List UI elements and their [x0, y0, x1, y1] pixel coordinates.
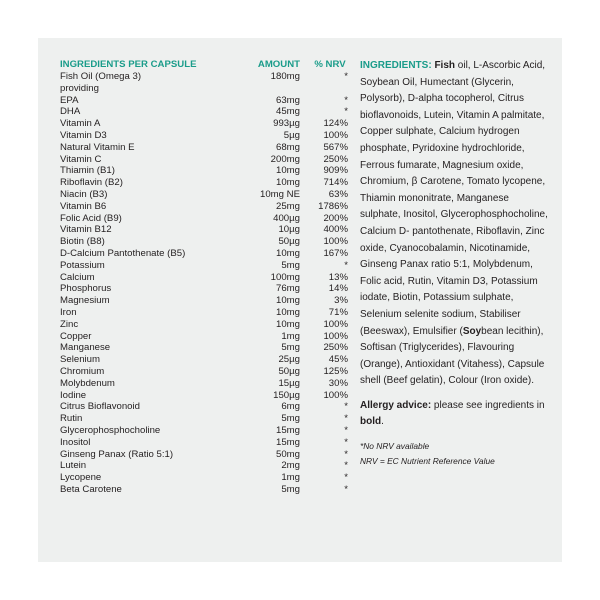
ingredient-name: Iron: [60, 306, 77, 318]
table-row: [60, 390, 354, 402]
ingredient-name: Glycerophosphocholine: [60, 424, 161, 436]
ingredient-name: Iodine: [60, 389, 87, 401]
table-row: [60, 437, 354, 449]
ingredient-amount: 1mg: [281, 472, 300, 484]
ingredients-label: INGREDIENTS:: [360, 60, 432, 71]
ingredient-name: Inositol: [60, 436, 91, 448]
ingredients-text-2: bean lecithin), Softisan (Triglycerides), Flavouring (Orange), Antioxidant (Vitahess), Capsule shell (Beef gelatin), Colour (Iron oxide).: [360, 325, 545, 387]
ingredient-name: Rutin: [60, 413, 83, 425]
ingredient-name: Calcium: [60, 271, 95, 283]
ingredient-name: Zinc: [60, 318, 79, 330]
allergy-end: .: [381, 416, 384, 428]
ingredient-name: Copper: [60, 330, 92, 342]
table-row: [60, 189, 354, 201]
ingredient-name: Lutein: [60, 460, 87, 472]
ingredient-nrv: *: [344, 460, 348, 472]
ingredient-nrv: 100%: [323, 236, 348, 248]
table-row: [60, 413, 354, 425]
ingredient-amount: 10mg: [276, 247, 300, 259]
ingredient-amount: 10mg: [276, 295, 300, 307]
ingredient-amount: 15µg: [278, 377, 300, 389]
ingredient-amount: 5mg: [281, 342, 300, 354]
ingredient-name: Magnesium: [60, 295, 110, 307]
ingredient-name: Citrus Bioflavonoid: [60, 401, 140, 413]
table-row: [60, 154, 354, 166]
spacer: [360, 431, 550, 439]
ingredient-name: Vitamin D3: [60, 129, 107, 141]
ingredient-name: Folic Acid (B9): [60, 212, 122, 224]
ingredient-name: Manganese: [60, 342, 111, 354]
ingredient-name: Biotin (B8): [60, 236, 105, 248]
header-ingredient: INGREDIENTS PER CAPSULE: [60, 59, 197, 70]
ingredient-amount: 15mg: [276, 424, 300, 436]
table-row: [60, 401, 354, 413]
ingredient-name: Lycopene: [60, 472, 102, 484]
ingredient-nrv: *: [344, 106, 348, 118]
ingredient-name: Vitamin C: [60, 153, 102, 165]
table-body: [60, 71, 354, 496]
table-row: [60, 319, 354, 331]
ingredient-nrv: 124%: [323, 118, 348, 130]
nutrition-table: [60, 58, 354, 496]
table-row: [60, 378, 354, 390]
ingredient-name: Beta Carotene: [60, 483, 122, 495]
ingredient-amount: 10mg: [276, 165, 300, 177]
ingredient-nrv: *: [344, 448, 348, 460]
ingredient-amount: 5µg: [283, 129, 300, 141]
ingredient-nrv: 400%: [323, 224, 348, 236]
table-row: [60, 83, 354, 95]
ingredient-nrv: 250%: [323, 153, 348, 165]
ingredient-nrv: 45%: [328, 354, 348, 366]
ingredient-nrv: 14%: [328, 283, 348, 295]
table-row: [60, 425, 354, 437]
ingredient-amount: 76mg: [276, 283, 300, 295]
allergy-text: please see ingredients in: [431, 399, 545, 411]
ingredient-amount: 1mg: [281, 330, 300, 342]
table-row: [60, 342, 354, 354]
ingredient-amount: 10mg: [276, 306, 300, 318]
ingredient-nrv: *: [344, 259, 348, 271]
table-row: [60, 295, 354, 307]
ingredient-amount: 25µg: [278, 354, 300, 366]
ingredients-paragraph: [360, 58, 550, 390]
ingredient-name: Chromium: [60, 365, 105, 377]
ingredient-nrv: 3%: [334, 295, 348, 307]
ingredient-name: Ginseng Panax (Ratio 5:1): [60, 448, 174, 460]
ingredient-nrv: 167%: [323, 247, 348, 259]
ingredient-amount: 993µg: [273, 118, 300, 130]
ingredient-amount: 10µg: [278, 224, 300, 236]
ingredient-name: EPA: [60, 94, 79, 106]
table-row: [60, 307, 354, 319]
allergy-bold-word: bold: [360, 416, 382, 428]
ingredient-nrv: 63%: [328, 188, 348, 200]
ingredient-amount: 10mg: [276, 318, 300, 330]
header-amount: AMOUNT: [257, 59, 300, 70]
table-header: [60, 58, 354, 71]
ingredient-nrv: 100%: [323, 389, 348, 401]
ingredient-amount: 10mg NE: [260, 188, 300, 200]
ingredient-nrv: 200%: [323, 212, 348, 224]
label-panel: [38, 38, 562, 562]
ingredient-amount: 10mg: [276, 177, 300, 189]
ingredient-amount: 100mg: [270, 271, 300, 283]
ingredient-amount: 50µg: [278, 365, 300, 377]
table-row: [60, 331, 354, 343]
ingredient-amount: 5mg: [281, 413, 300, 425]
ingredient-nrv: *: [344, 413, 348, 425]
table-row: [60, 283, 354, 295]
ingredient-name: Potassium: [60, 259, 105, 271]
ingredient-nrv: *: [344, 436, 348, 448]
header-nrv: % NRV: [314, 59, 346, 70]
ingredient-name: Fish Oil (Omega 3): [60, 71, 142, 82]
ingredient-amount: 15mg: [276, 436, 300, 448]
spacer: [360, 390, 550, 398]
ingredient-nrv: *: [344, 71, 348, 82]
ingredient-amount: 400µg: [273, 212, 300, 224]
allergy-label: Allergy advice:: [360, 399, 432, 411]
table-row: [60, 248, 354, 260]
no-nrv-note: *No NRV available: [360, 441, 430, 452]
ingredient-amount: 6mg: [281, 401, 300, 413]
table-row: [60, 106, 354, 118]
ingredient-name: D-Calcium Pantothenate (B5): [60, 247, 186, 259]
ingredient-amount: 2mg: [281, 460, 300, 472]
ingredient-name: Thiamin (B1): [60, 165, 115, 177]
table-row: [60, 460, 354, 472]
table-row: [60, 449, 354, 461]
table-row: [60, 484, 354, 496]
ingredient-nrv: 250%: [323, 342, 348, 354]
table-row: [60, 142, 354, 154]
allergy-advice: [360, 398, 550, 431]
soy-bold: Soy: [462, 325, 482, 337]
ingredient-name: Riboflavin (B2): [60, 177, 123, 189]
ingredient-amount: 50µg: [278, 236, 300, 248]
table-row: [60, 118, 354, 130]
ingredient-nrv: 1786%: [318, 200, 348, 212]
fish-bold: Fish: [434, 60, 456, 71]
ingredient-name: Vitamin B12: [60, 224, 112, 236]
ingredient-name: providing: [60, 82, 99, 94]
table-row: [60, 71, 354, 83]
ingredient-nrv: *: [344, 401, 348, 413]
ingredient-amount: 200mg: [270, 153, 300, 165]
ingredient-name: Selenium: [60, 354, 100, 366]
ingredient-amount: 180mg: [270, 71, 300, 82]
ingredient-nrv: 71%: [328, 306, 348, 318]
ingredient-amount: 5mg: [281, 483, 300, 495]
ingredient-nrv: 909%: [323, 165, 348, 177]
table-row: [60, 213, 354, 225]
ingredient-nrv: 567%: [323, 141, 348, 153]
ingredient-nrv: *: [344, 424, 348, 436]
ingredient-nrv: 100%: [323, 330, 348, 342]
ingredient-nrv: 714%: [323, 177, 348, 189]
table-row: [60, 177, 354, 189]
table-row: [60, 201, 354, 213]
ingredient-amount: 25mg: [276, 200, 300, 212]
table-row: [60, 224, 354, 236]
ingredients-column: [360, 58, 550, 468]
ingredient-name: Vitamin B6: [60, 200, 107, 212]
nrv-definition-note: NRV = EC Nutrient Reference Value: [360, 455, 495, 466]
table-row: [60, 354, 354, 366]
table-row: [60, 260, 354, 272]
ingredient-nrv: 100%: [323, 129, 348, 141]
ingredients-text-1: oil, L-Ascorbic Acid, Soybean Oil, Humectant (Glycerin, Polysorb), D-alpha tocopherol, Citrus bioflavonoids, Lutein, Vitamin A palmitate, Copper sulphate, Calcium hydrogen phosphate, Pyridoxine hydrochloride, Ferrous fumarate, Magnesium oxide, Chromium, β Carotene, Tomato lycopene, Thiamin mononitrate, Manganese sulphate, Inositol, Glycerophosphocholine, Calcium D- pantothenate, Riboflavin, Zinc oxide, Cyanocobalamin, Nicotinamide, Ginseng Panax ratio 5:1, Molybdenum, Folic acid, Rutin, Vitamin D3, Potassium iodate, Biotin, Potassium sulphate, Selenium selenite sodium, Stabiliser (Beeswax), Emulsifier (: [360, 60, 548, 337]
table-row: [60, 130, 354, 142]
ingredient-nrv: 125%: [323, 365, 348, 377]
ingredient-amount: 45mg: [276, 106, 300, 118]
table-row: [60, 272, 354, 284]
ingredient-name: Molybdenum: [60, 377, 115, 389]
ingredient-nrv: 100%: [323, 318, 348, 330]
ingredient-amount: 68mg: [276, 141, 300, 153]
table-row: [60, 236, 354, 248]
ingredient-name: Niacin (B3): [60, 188, 108, 200]
ingredient-amount: 5mg: [281, 259, 300, 271]
ingredient-name: Natural Vitamin E: [60, 141, 135, 153]
ingredient-name: Phosphorus: [60, 283, 112, 295]
ingredient-amount: 150µg: [273, 389, 300, 401]
ingredient-amount: 50mg: [276, 448, 300, 460]
ingredient-nrv: 13%: [328, 271, 348, 283]
ingredient-nrv: 30%: [328, 377, 348, 389]
ingredient-name: Vitamin A: [60, 118, 101, 130]
ingredient-nrv: [300, 83, 348, 95]
table-row: [60, 366, 354, 378]
ingredient-nrv: *: [344, 472, 348, 484]
ingredient-amount: [232, 83, 300, 95]
table-row: [60, 472, 354, 484]
ingredient-name: DHA: [60, 106, 81, 118]
ingredient-nrv: *: [344, 483, 348, 495]
ingredient-amount: 63mg: [276, 94, 300, 106]
table-row: [60, 165, 354, 177]
ingredient-nrv: *: [344, 94, 348, 106]
table-row: [60, 95, 354, 107]
